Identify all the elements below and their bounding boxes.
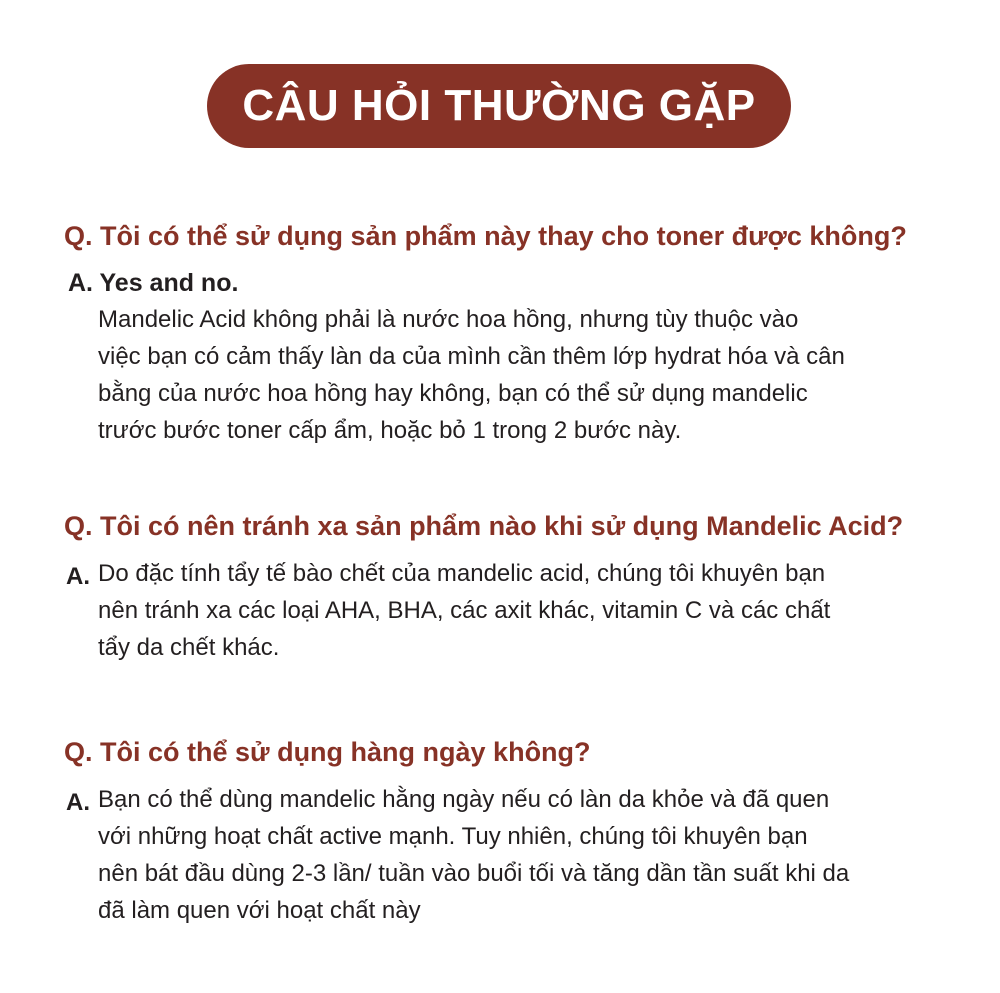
faq-answer-line: đã làm quen với hoạt chất này [98, 897, 421, 924]
faq-answer-line: việc bạn có cảm thấy làn da của mình cần thêm lớp hydrat hóa và cân [98, 343, 845, 370]
faq-answer-lead: A. Yes and no. [68, 269, 239, 297]
faq-answer-line: trước bước toner cấp ẩm, hoặc bỏ 1 trong 2 bước này. [98, 417, 682, 444]
answer-marker: A. [66, 789, 90, 816]
faq-answer-line: nên bát đầu dùng 2-3 lần/ tuần vào buổi tối và tăng dần tần suất khi da [98, 860, 850, 887]
page-title: CÂU HỎI THƯỜNG GẶP [242, 81, 756, 130]
faq-answer-line: Bạn có thể dùng mandelic hằng ngày nếu có làn da khỏe và đã quen [98, 786, 830, 813]
faq-question: Q. Tôi có thể sử dụng hàng ngày không? [64, 737, 591, 767]
faq-answer-line: tẩy da chết khác. [98, 634, 280, 661]
faq-answer [64, 301, 964, 449]
faq-answer-line: với những hoạt chất active mạnh. Tuy nhiên, chúng tôi khuyên bạn [98, 823, 808, 850]
faq-item-2 [64, 509, 964, 666]
faq-item-1 [64, 219, 964, 449]
faq-answer [64, 555, 964, 666]
faq-question: Q. Tôi có nên tránh xa sản phẩm nào khi sử dụng Mandelic Acid? [64, 511, 904, 541]
faq-item-3 [64, 735, 964, 929]
answer-marker: A. [66, 563, 90, 590]
faq-answer-line: Mandelic Acid không phải là nước hoa hồng, nhưng tùy thuộc vào [98, 306, 799, 333]
faq-answer-line: Do đặc tính tẩy tế bào chết của mandelic acid, chúng tôi khuyên bạn [98, 560, 826, 587]
faq-answer-line: nên tránh xa các loại AHA, BHA, các axit khác, vitamin C và các chất [98, 597, 831, 624]
faq-question: Q. Tôi có thể sử dụng sản phẩm này thay cho toner được không? [64, 221, 907, 251]
title-banner [207, 64, 791, 148]
faq-answer-line: bằng của nước hoa hồng hay không, bạn có thể sử dụng mandelic [98, 380, 808, 407]
faq-answer [64, 781, 964, 929]
